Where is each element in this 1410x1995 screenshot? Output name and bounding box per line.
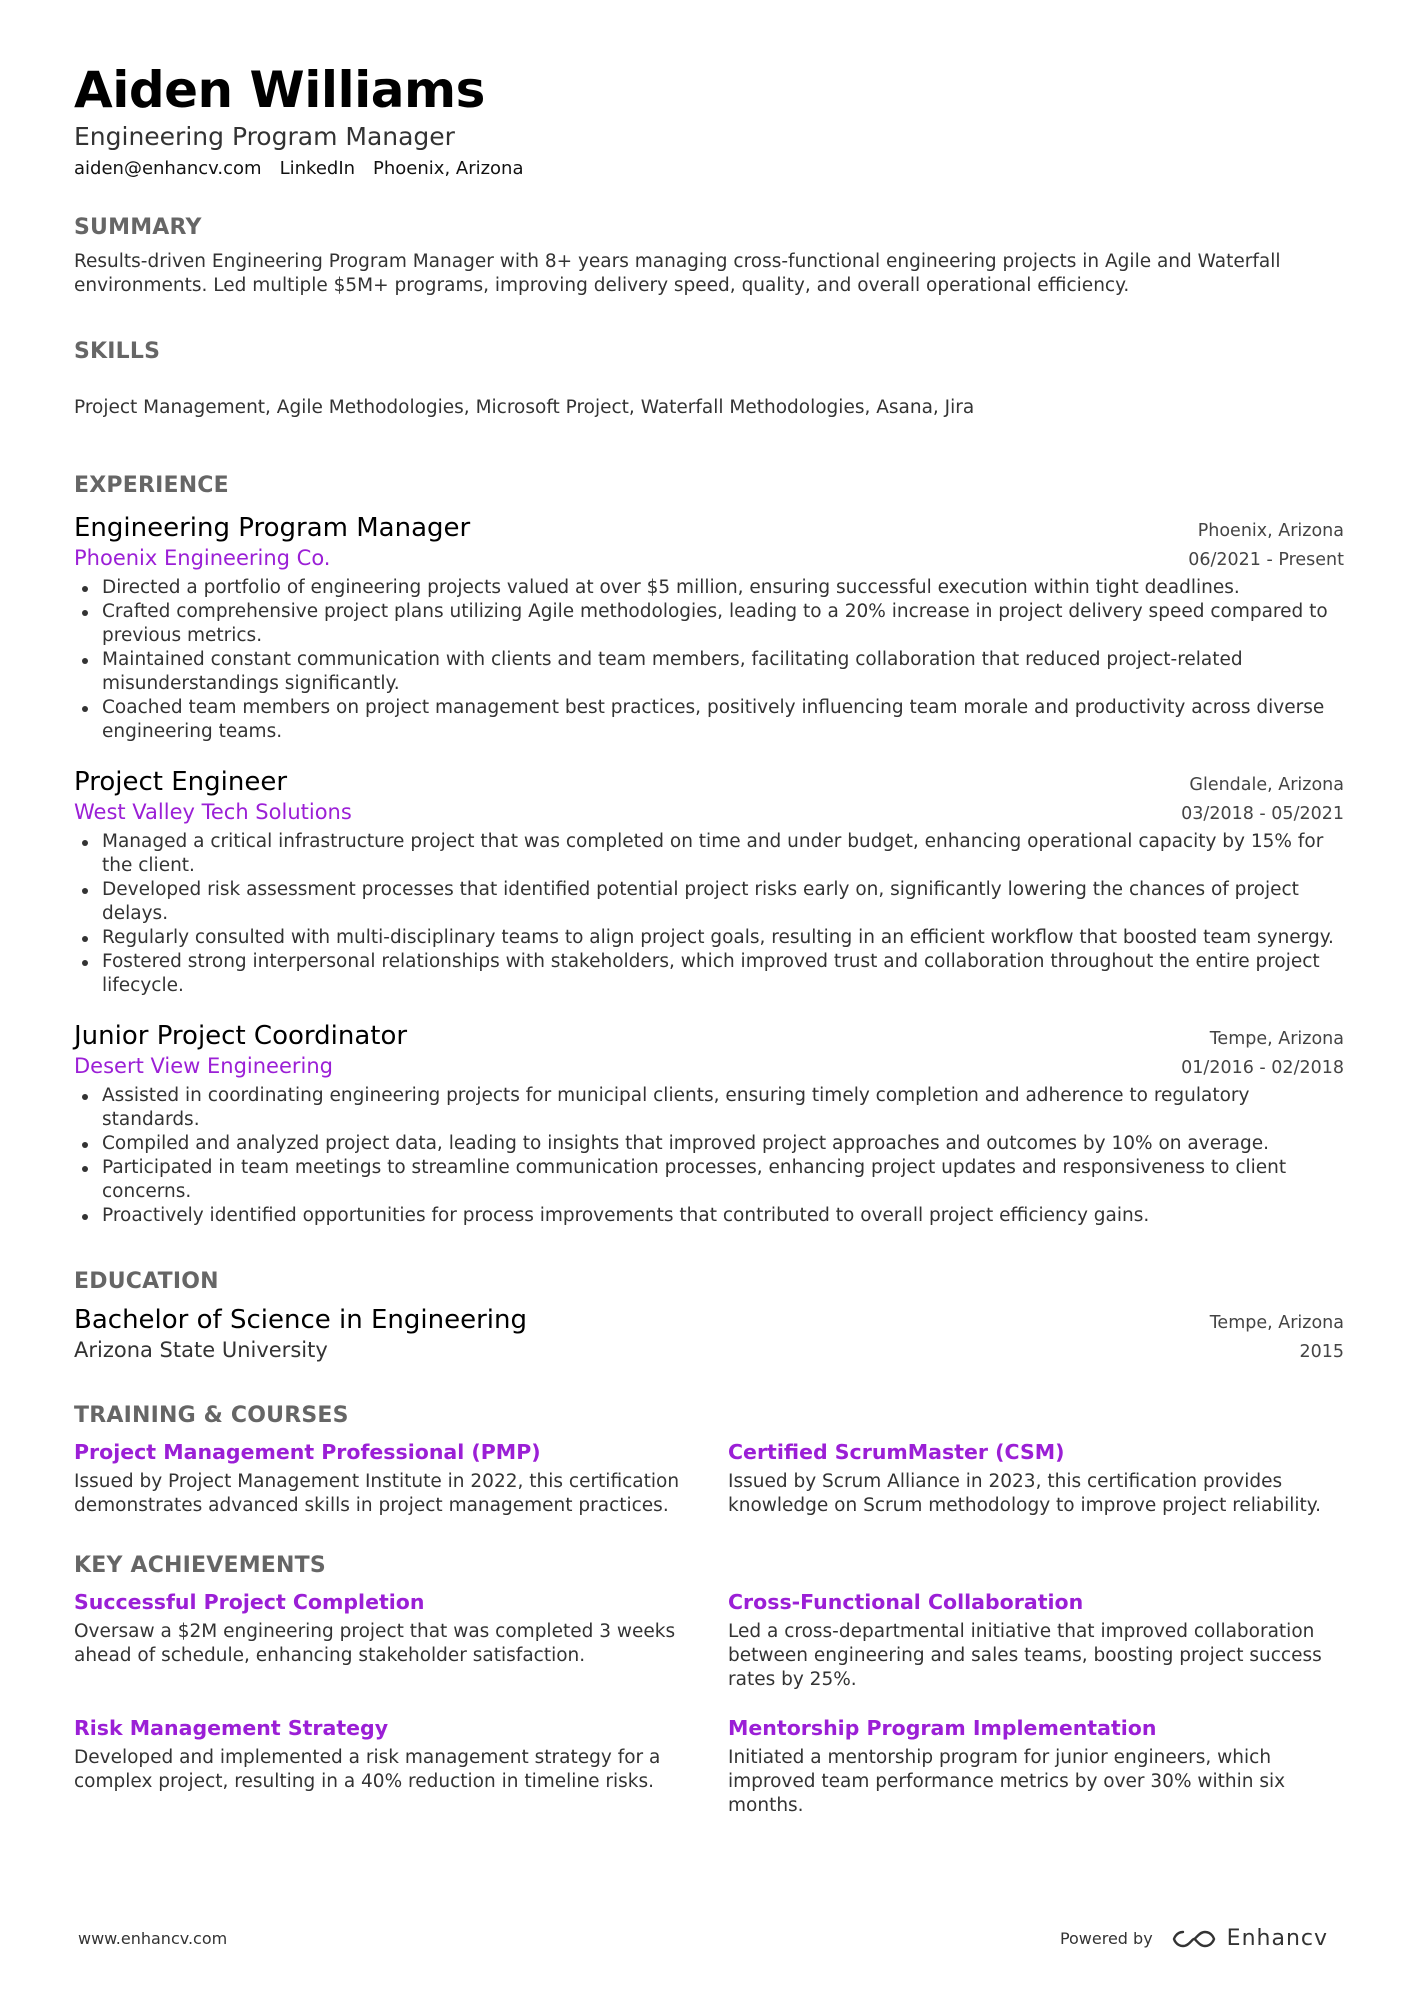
skills-section bbox=[74, 338, 1344, 420]
job-location: Glendale, Arizona bbox=[1189, 775, 1344, 795]
achievement-title: Risk Management Strategy bbox=[74, 1716, 389, 1740]
job-company: Desert View Engineering bbox=[74, 1054, 334, 1078]
resume-header bbox=[74, 58, 1344, 180]
achievement-text: Led a cross-departmental initiative that improved collaboration between engineering and sales teams, boosting project success rates by 25%. bbox=[728, 1621, 1322, 1690]
job-dates: 03/2018 - 05/2021 bbox=[1181, 804, 1344, 824]
job-bullet: Proactively identified opportunities for process improvements that contributed to overall project efficiency gains. bbox=[74, 1204, 1344, 1228]
summary-text: Results-driven Engineering Program Manager with 8+ years managing cross-functional engineering projects in Agile and Waterfall environments. Led multiple $5M+ programs, improving delivery speed, quality, and overall operational efficiency. bbox=[74, 251, 1281, 296]
footer-url-link[interactable]: www.enhancv.com bbox=[78, 1929, 228, 1948]
email-link[interactable]: aiden@enhancv.com bbox=[74, 158, 262, 179]
achievement-text: Initiated a mentorship program for junior engineers, which improved team performance metrics by over 30% within six months. bbox=[728, 1747, 1286, 1816]
section-title-summary: SUMMARY bbox=[74, 215, 202, 240]
training-section bbox=[74, 1402, 1344, 1518]
job-dates: 06/2021 - Present bbox=[1188, 550, 1344, 570]
job-entry bbox=[74, 512, 1344, 744]
resume-page bbox=[74, 58, 1344, 1818]
job-bullet: Directed a portfolio of engineering projects valued at over $5 million, ensuring successful execution within tight deadlines. bbox=[74, 576, 1344, 600]
brand-name: Enhancv bbox=[1226, 1926, 1328, 1951]
achievement-title: Cross-Functional Collaboration bbox=[728, 1590, 1084, 1614]
powered-by bbox=[1060, 1926, 1328, 1951]
location-text: Phoenix, Arizona bbox=[373, 158, 524, 179]
achievement-item bbox=[74, 1588, 728, 1692]
job-bullet: Managed a critical infrastructure project that was completed on time and under budget, enhancing operational capacity by 15% for the client. bbox=[74, 830, 1344, 878]
education-school: Arizona State University bbox=[74, 1338, 328, 1362]
section-title-experience: EXPERIENCE bbox=[74, 473, 229, 498]
job-location: Tempe, Arizona bbox=[1209, 1029, 1344, 1049]
infinity-logo-icon bbox=[1171, 1927, 1217, 1951]
training-item-title: Project Management Professional (PMP) bbox=[74, 1440, 541, 1464]
job-bullet: Compiled and analyzed project data, leading to insights that improved project approaches and outcomes by 10% on average. bbox=[74, 1132, 1344, 1156]
enhancv-logo[interactable] bbox=[1171, 1926, 1328, 1951]
job-company: West Valley Tech Solutions bbox=[74, 800, 352, 824]
section-title-achievements: KEY ACHIEVEMENTS bbox=[74, 1553, 326, 1578]
summary-section bbox=[74, 214, 1344, 298]
education-section bbox=[74, 1268, 1344, 1364]
contact-row bbox=[74, 158, 1344, 180]
training-item-text: Issued by Scrum Alliance in 2023, this certification provides knowledge on Scrum methodology to improve project reliability. bbox=[728, 1471, 1322, 1516]
section-title-training: TRAINING & COURSES bbox=[74, 1403, 349, 1428]
education-year: 2015 bbox=[1299, 1342, 1344, 1362]
candidate-title: Engineering Program Manager bbox=[74, 122, 455, 151]
section-title-education: EDUCATION bbox=[74, 1269, 219, 1294]
achievement-item bbox=[74, 1714, 728, 1818]
job-location: Phoenix, Arizona bbox=[1197, 521, 1344, 541]
job-entry bbox=[74, 766, 1344, 998]
job-bullet: Regularly consulted with multi-disciplinary teams to align project goals, resulting in an efficient workflow that boosted team synergy. bbox=[74, 926, 1344, 950]
achievement-text: Oversaw a $2M engineering project that was completed 3 weeks ahead of schedule, enhancing stakeholder satisfaction. bbox=[74, 1621, 676, 1666]
job-bullet: Developed risk assessment processes that identified potential project risks early on, significantly lowering the chances of project delays. bbox=[74, 878, 1344, 926]
achievements-section bbox=[74, 1552, 1344, 1818]
job-entry bbox=[74, 1020, 1344, 1228]
education-location: Tempe, Arizona bbox=[1209, 1313, 1344, 1333]
job-bullet: Fostered strong interpersonal relationships with stakeholders, which improved trust and collaboration throughout the entire project lifecycle. bbox=[74, 950, 1344, 998]
job-bullet: Maintained constant communication with clients and team members, facilitating collaboration that reduced project-related misunderstandings significantly. bbox=[74, 648, 1344, 696]
experience-section bbox=[74, 472, 1344, 1228]
job-company: Phoenix Engineering Co. bbox=[74, 546, 331, 570]
job-role: Junior Project Coordinator bbox=[74, 1021, 408, 1051]
powered-by-label: Powered by bbox=[1059, 1929, 1153, 1948]
page-footer bbox=[78, 1926, 1328, 1951]
job-bullet: Assisted in coordinating engineering projects for municipal clients, ensuring timely completion and adherence to regulatory standards. bbox=[74, 1084, 1344, 1132]
job-role: Engineering Program Manager bbox=[74, 513, 471, 543]
achievement-title: Successful Project Completion bbox=[74, 1590, 425, 1614]
training-item-title: Certified ScrumMaster (CSM) bbox=[728, 1440, 1065, 1464]
job-bullets bbox=[74, 1084, 1344, 1228]
achievement-item bbox=[728, 1714, 1344, 1818]
job-role: Project Engineer bbox=[74, 767, 288, 797]
achievement-title: Mentorship Program Implementation bbox=[728, 1716, 1157, 1740]
training-item bbox=[728, 1438, 1344, 1518]
training-item bbox=[74, 1438, 728, 1518]
job-bullet: Participated in team meetings to streamline communication processes, enhancing project updates and responsiveness to client concerns. bbox=[74, 1156, 1344, 1204]
linkedin-link[interactable]: LinkedIn bbox=[279, 158, 356, 179]
job-bullet: Crafted comprehensive project plans utilizing Agile methodologies, leading to a 20% increase in project delivery speed compared to previous metrics. bbox=[74, 600, 1344, 648]
candidate-name: Aiden Williams bbox=[74, 61, 485, 119]
education-degree: Bachelor of Science in Engineering bbox=[74, 1305, 527, 1335]
skills-text: Project Management, Agile Methodologies, Microsoft Project, Waterfall Methodologies, Asana, Jira bbox=[74, 397, 975, 418]
section-title-skills: SKILLS bbox=[74, 339, 161, 364]
training-item-text: Issued by Project Management Institute in 2022, this certification demonstrates advanced skills in project management practices. bbox=[74, 1471, 680, 1516]
job-bullets bbox=[74, 576, 1344, 744]
achievement-item bbox=[728, 1588, 1344, 1692]
job-bullets bbox=[74, 830, 1344, 998]
job-dates: 01/2016 - 02/2018 bbox=[1181, 1058, 1344, 1078]
achievement-text: Developed and implemented a risk management strategy for a complex project, resulting in a 40% reduction in timeline risks. bbox=[74, 1747, 661, 1792]
job-bullet: Coached team members on project management best practices, positively influencing team morale and productivity across diverse engineering teams. bbox=[74, 696, 1344, 744]
